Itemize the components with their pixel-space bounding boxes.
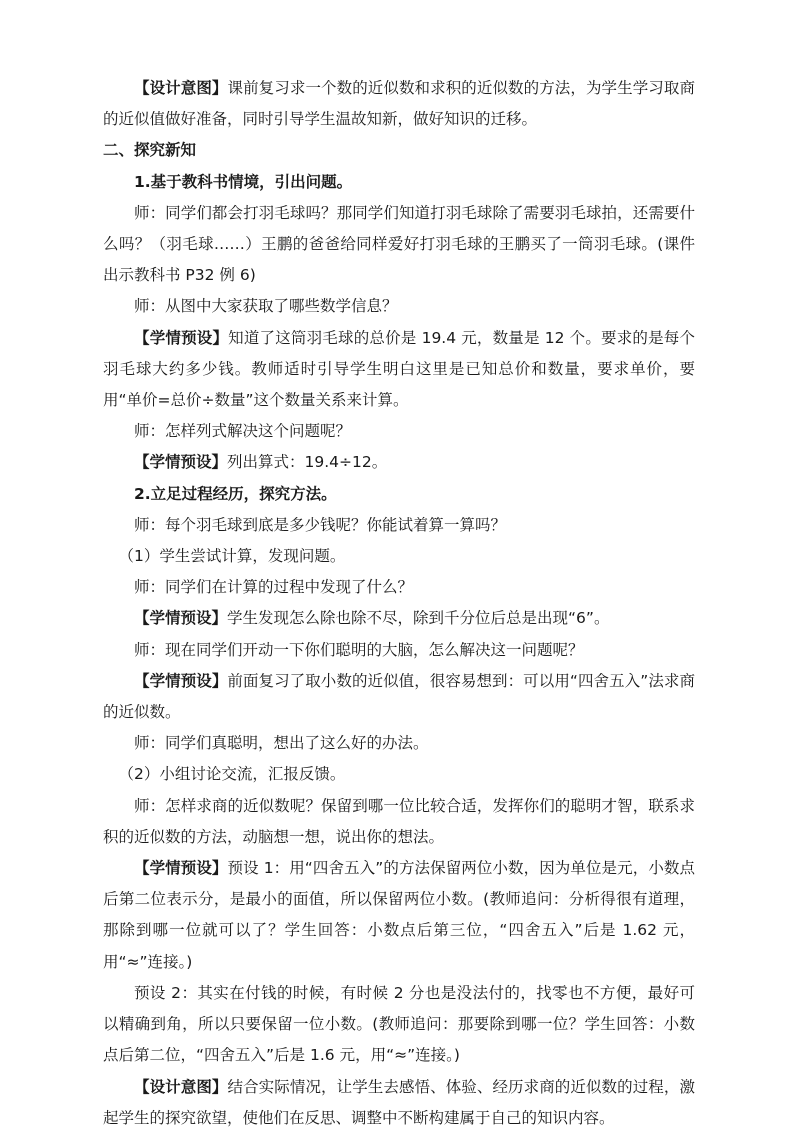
paragraph-step-1: （1）学生尝试计算，发现问题。 bbox=[118, 547, 346, 566]
paragraph-teacher-info: 师：从图中大家获取了哪些数学信息？ bbox=[134, 297, 398, 316]
paragraph-preset-repeating bbox=[103, 603, 695, 634]
paragraph-preset-2: 预设 2：其实在付钱的时候，有时候 2 分也是没法付的，找零也不方便，最好可以精确到角，所以只要保留一位小数。(教师追问：那要除到哪一位？学生回答：小数点后第二位，“四舍五入”后是 1.6 元，用“≈”连接。) bbox=[103, 983, 695, 1065]
paragraph-preset-equation bbox=[103, 447, 695, 478]
paragraph-text: 预设 1：用“四舍五入”的方法保留两位小数，因为单位是元，小数点后第二位表示分，是最小的面值，所以保留两位小数。(教师追问：分析得很有道理，那除到哪一位就可以了？学生回答：小数点后第三位，“四舍五入”后是 1.62 元，用“≈”连接。) bbox=[103, 859, 695, 971]
paragraph-preset-rounding bbox=[103, 666, 695, 728]
paragraph-step-2: （2）小组讨论交流，汇报反馈。 bbox=[118, 765, 346, 784]
paragraph-text: 课前复习求一个数的近似数和求积的近似数的方法，为学生学习取商的近似值做好准备，同时引导学生温故知新，做好知识的迁移。 bbox=[103, 79, 695, 129]
paragraph-teacher-badminton: 师：同学们都会打羽毛球吗？那同学们知道打羽毛球除了需要羽毛球拍，还需要什么吗？（羽毛球……）王鹏的爸爸给同样爱好打羽毛球的王鹏买了一筒羽毛球。(课件出示教科书 P32 例 6) bbox=[103, 203, 695, 285]
label-design-intent: 【设计意图】 bbox=[134, 79, 228, 97]
paragraph-text: 学生发现怎么除也除不尽，除到千分位后总是出现“6”。 bbox=[227, 609, 610, 628]
label-learning-preset: 【学情预设】 bbox=[134, 453, 228, 472]
label-design-intent: 【设计意图】 bbox=[134, 1077, 228, 1096]
paragraph-text: 知道了这筒羽毛球的总价是 19.4 元，数量是 12 个。要求的是每个羽毛球大约多少钱。教师适时引导学生明白这里是已知总价和数量，要求单价，要用“单价=总价÷数量”这个数量关系来计算。 bbox=[103, 328, 695, 410]
section-heading-explore: 二、探究新知 bbox=[103, 141, 197, 160]
paragraph-teacher-praise: 师：同学们真聪明，想出了这么好的办法。 bbox=[134, 734, 429, 753]
paragraph-design-intent-2 bbox=[103, 1072, 695, 1134]
paragraph-text: 列出算式：19.4÷12。 bbox=[227, 453, 388, 472]
document-body bbox=[103, 73, 695, 1134]
label-learning-preset: 【学情预设】 bbox=[134, 671, 228, 690]
paragraph-text: 结合实际情况，让学生去感悟、体验、经历求商的近似数的过程，激起学生的探究欲望，使他们在反思、调整中不断构建属于自己的知识内容。 bbox=[103, 1077, 695, 1127]
paragraph-teacher-discover: 师：同学们在计算的过程中发现了什么？ bbox=[134, 578, 414, 597]
paragraph-design-intent-1 bbox=[103, 73, 695, 135]
paragraph-teacher-formula: 师：怎样列式解决这个问题呢？ bbox=[134, 422, 352, 441]
label-learning-preset: 【学情预设】 bbox=[134, 859, 228, 878]
label-learning-preset: 【学情预设】 bbox=[134, 328, 229, 347]
paragraph-preset-unit-price bbox=[103, 323, 695, 417]
subheading-textbook-scenario: 1.基于教科书情境，引出问题。 bbox=[134, 172, 353, 191]
paragraph-teacher-solve: 师：现在同学们开动一下你们聪明的大脑，怎么解决这一问题呢？ bbox=[134, 640, 584, 659]
label-learning-preset: 【学情预设】 bbox=[134, 609, 228, 628]
paragraph-preset-1 bbox=[103, 853, 695, 978]
paragraph-teacher-approximate: 师：怎样求商的近似数呢？保留到哪一位比较合适，发挥你们的聪明才智，联系求积的近似数的方法，动脑想一想，说出你的想法。 bbox=[103, 796, 695, 846]
paragraph-text: 前面复习了取小数的近似值，很容易想到：可以用“四舍五入”法求商的近似数。 bbox=[103, 671, 695, 722]
paragraph-teacher-try: 师：每个羽毛球到底是多少钱呢？你能试着算一算吗？ bbox=[134, 515, 507, 534]
subheading-process-method: 2.立足过程经历，探究方法。 bbox=[134, 484, 337, 503]
